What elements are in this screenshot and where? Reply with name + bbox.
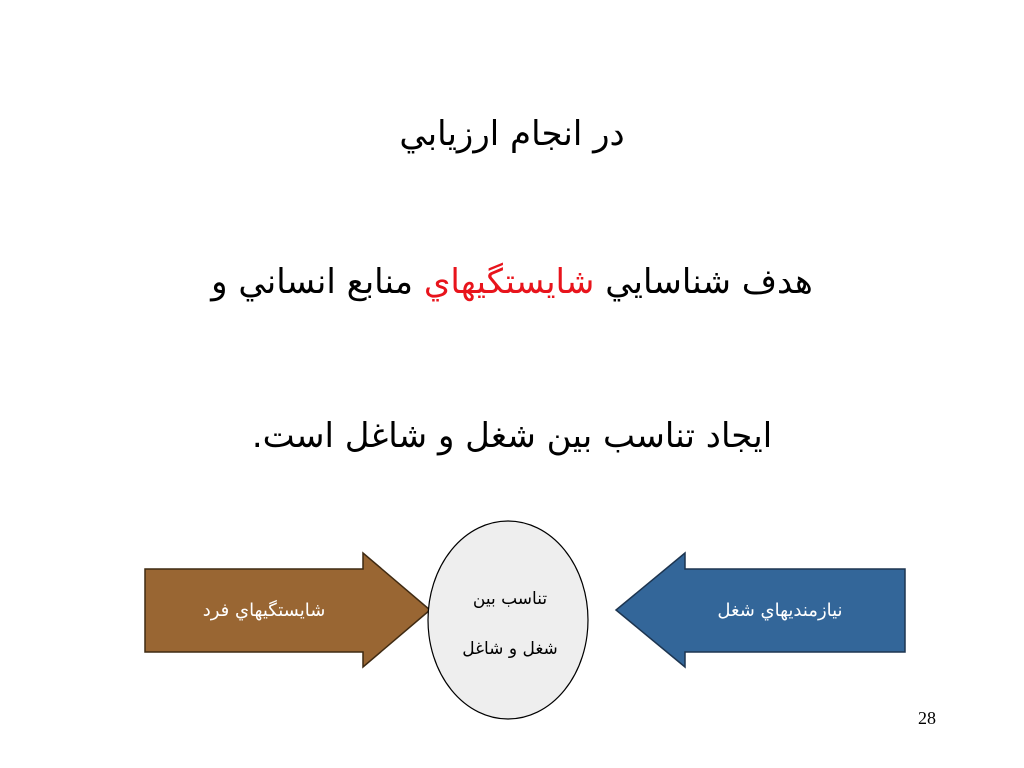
- goal-text-part1: هدف شناسايي: [605, 262, 813, 302]
- center-circle-shape: [428, 521, 588, 719]
- circle-label-line1: تناسب بين: [472, 589, 548, 609]
- title-text: در انجام ارزيابي: [399, 114, 625, 154]
- page-number: 28: [918, 708, 936, 728]
- left-arrow-label: شايستگيهاي فرد: [202, 600, 326, 621]
- goal-text-part2: منابع انساني و: [211, 262, 413, 302]
- circle-label-line2: شغل و شاغل: [462, 639, 558, 659]
- goal-text-line3: ايجاد تناسب بين شغل و شاغل است.: [251, 416, 773, 456]
- right-arrow-label: نيازمنديهاي شغل: [717, 600, 843, 621]
- goal-highlight-text: شايستگيهاي: [423, 262, 595, 302]
